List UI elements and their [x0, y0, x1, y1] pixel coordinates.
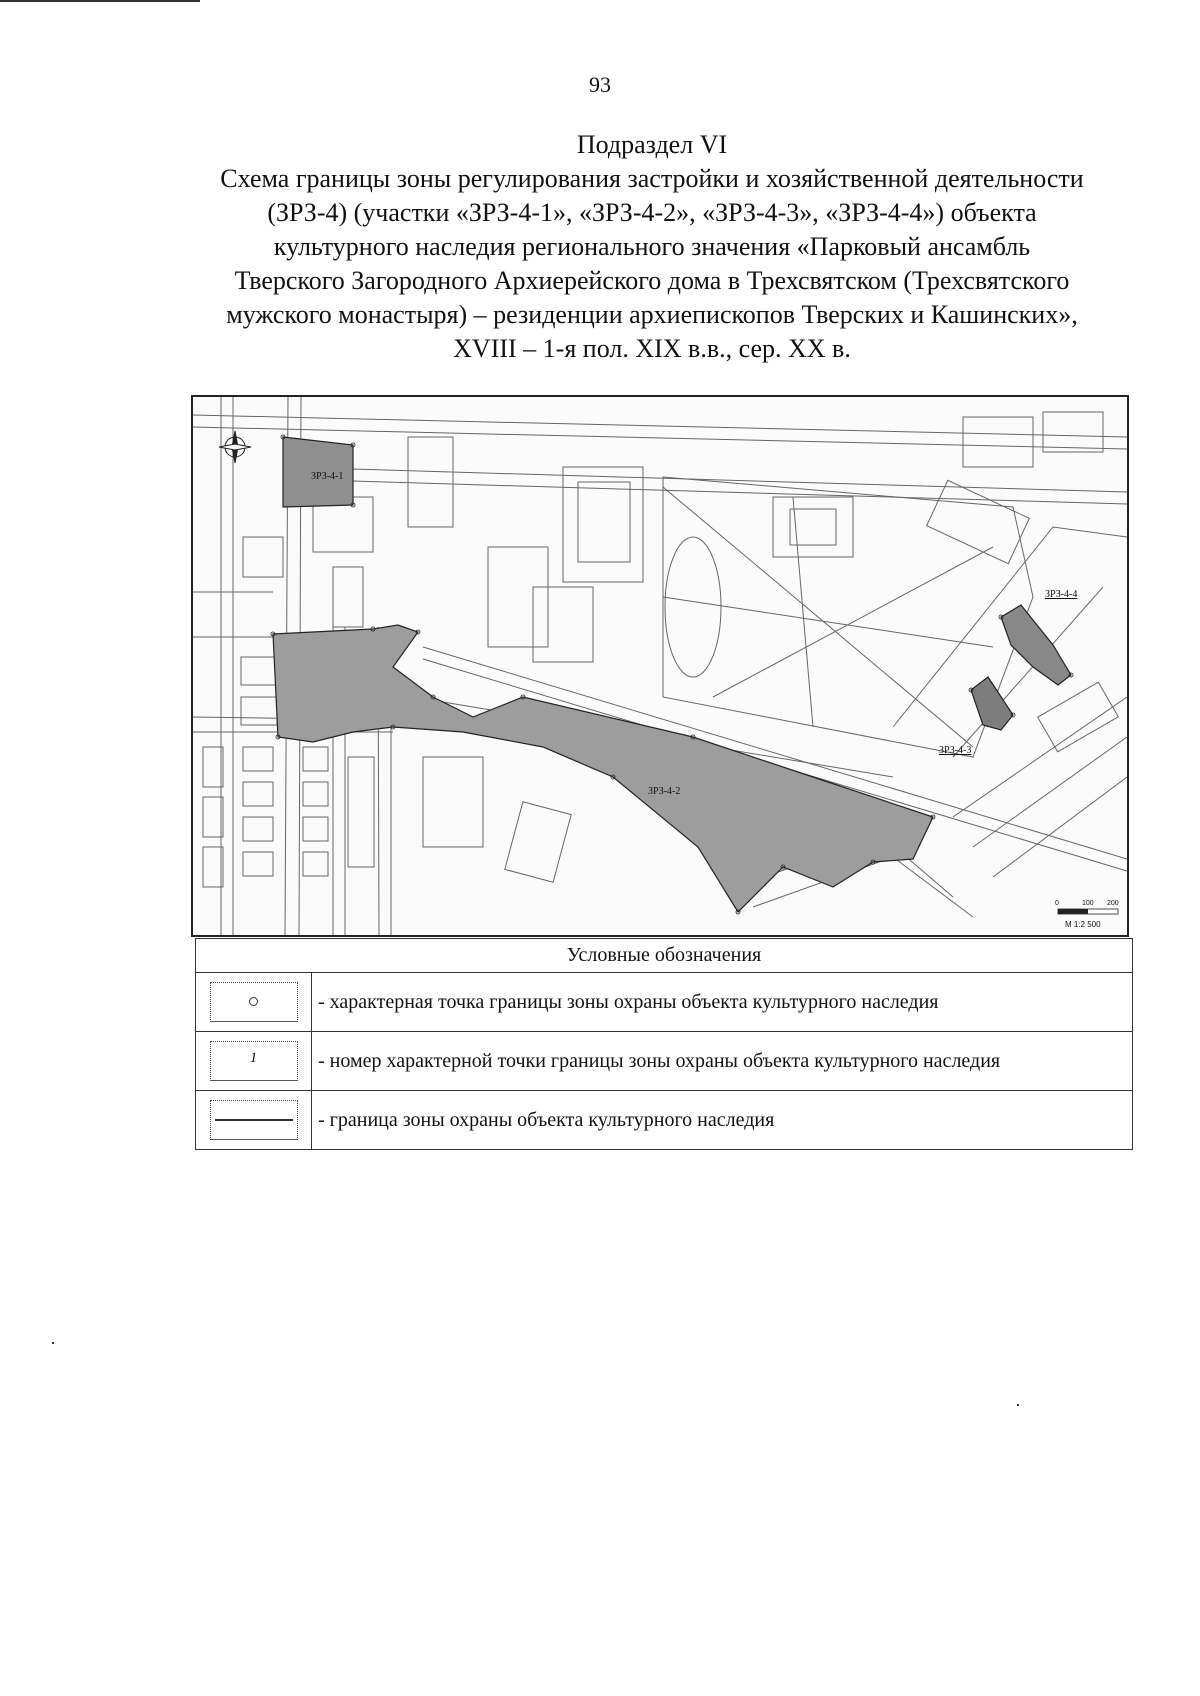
- subsection-title: Подраздел VI: [576, 130, 728, 159]
- legend-description: - номер характерной точки границы зоны охраны объекта культурного наследия: [312, 1032, 1133, 1091]
- boundary-line-icon: [215, 1119, 293, 1121]
- scan-speck: [52, 1342, 54, 1344]
- document-heading: [130, 128, 1174, 366]
- heading-line: Тверского Загородного Архиерейского дома в Трехсвятском (Трехсвятского: [234, 266, 1070, 295]
- scan-speck: [1017, 1404, 1019, 1406]
- legend-description: - характерная точка границы зоны охраны объекта культурного наследия: [312, 973, 1133, 1032]
- legend-row: [196, 1091, 1133, 1150]
- legend-row: [196, 1032, 1133, 1091]
- north-arrow-icon: [219, 431, 251, 463]
- zone-label: ЗРЗ-4-3: [939, 745, 972, 756]
- zone-label: ЗРЗ-4-1: [311, 471, 344, 482]
- heading-line: культурного наследия регионального значения «Парковый ансамбль: [273, 232, 1031, 261]
- legend-table: [195, 938, 1133, 1150]
- point-marker-icon: [249, 997, 258, 1006]
- scan-edge-mark: [0, 0, 200, 2]
- zone-label: ЗРЗ-4-2: [648, 786, 681, 797]
- heading-line: мужского монастыря) – резиденции архиепископов Тверских и Кашинских»,: [226, 300, 1078, 329]
- legend-symbol-cell: [196, 1032, 312, 1091]
- legend-title: Условные обозначения: [196, 939, 1133, 973]
- page-number: 93: [589, 72, 611, 97]
- zone-polygon: [273, 625, 933, 912]
- legend-symbol-cell: [196, 973, 312, 1032]
- scale-tick: 0: [1055, 900, 1059, 907]
- zone-polygon: [1001, 605, 1071, 685]
- heading-line: XVIII – 1-я пол. XIX в.в., сер. XX в.: [453, 334, 851, 363]
- legend-symbol-cell: [196, 1091, 312, 1150]
- zone-label: ЗРЗ-4-4: [1045, 589, 1078, 600]
- scale-tick: 100: [1082, 900, 1094, 907]
- map-canvas: [193, 397, 1127, 935]
- scale-tick: 200: [1107, 900, 1119, 907]
- legend-description: - граница зоны охраны объекта культурного наследия: [312, 1091, 1133, 1150]
- point-number-symbol: 1: [249, 1050, 258, 1066]
- legend-row: [196, 973, 1133, 1032]
- zone-map: [191, 395, 1129, 937]
- heading-line: Схема границы зоны регулирования застройки и хозяйственной деятельности: [220, 164, 1084, 193]
- scale-ratio: М 1:2 500: [1065, 920, 1101, 929]
- heading-line: (ЗРЗ-4) (участки «ЗРЗ-4-1», «ЗРЗ-4-2», «ЗРЗ-4-3», «ЗРЗ-4-4») объекта: [267, 198, 1037, 227]
- scale-bar: [1055, 900, 1119, 929]
- zone-polygon: [971, 677, 1013, 730]
